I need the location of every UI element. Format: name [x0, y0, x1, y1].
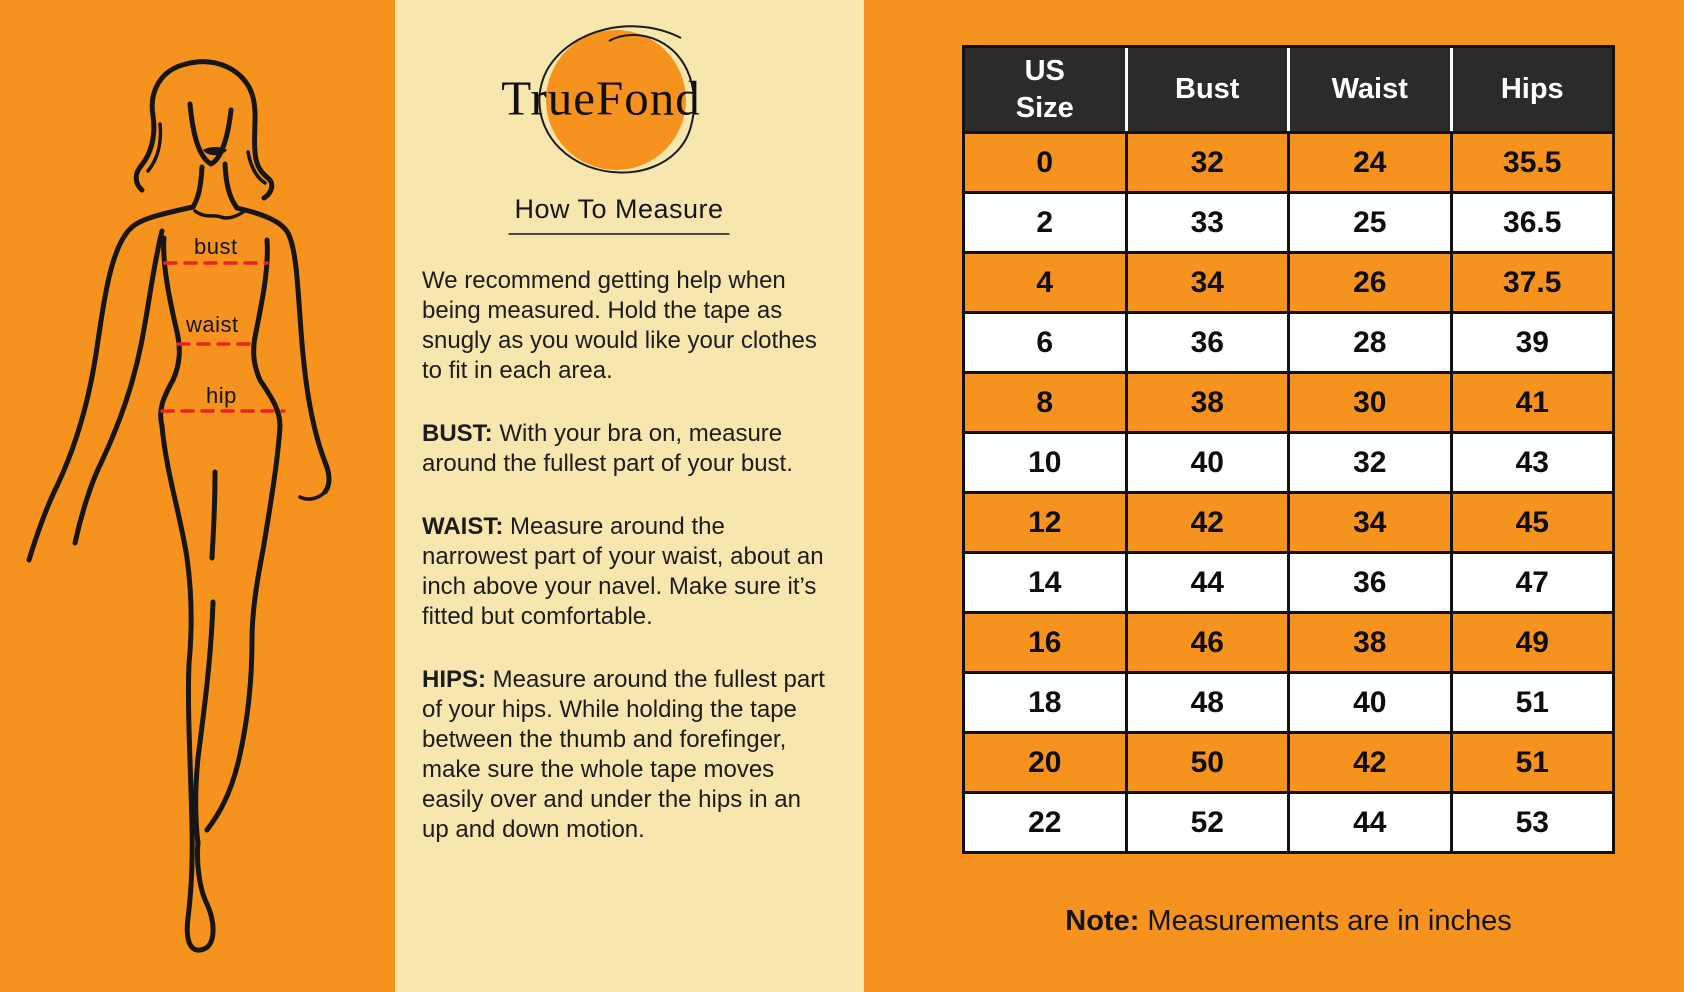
units-note: [962, 905, 1615, 938]
size-cell: 41: [1451, 373, 1614, 433]
size-cell: 50: [1126, 733, 1289, 793]
size-chart: [962, 45, 1615, 854]
size-row: [964, 493, 1614, 553]
note-text: Measurements are in inches: [1139, 905, 1512, 937]
instructions-panel: [395, 0, 864, 992]
bust-paragraph: [422, 419, 826, 479]
header-row: [964, 47, 1614, 133]
size-row: [964, 733, 1614, 793]
size-table-header: [964, 47, 1614, 133]
bust-section-label: BUST:: [422, 420, 493, 447]
waist-section-label: WAIST:: [422, 513, 504, 540]
size-cell: 2: [964, 193, 1127, 253]
note-label: Note:: [1065, 905, 1140, 937]
size-row: [964, 373, 1614, 433]
size-cell: 14: [964, 553, 1127, 613]
size-cell: 51: [1451, 733, 1614, 793]
guide-title: How To Measure: [508, 194, 729, 235]
size-cell: 43: [1451, 433, 1614, 493]
bust-label: bust: [194, 234, 238, 259]
brand-logo: [395, 0, 864, 210]
brand-name: TrueFond: [501, 70, 701, 126]
intro-paragraph: We recommend getting help when being measured. Hold the tape as snugly as you would like your clothes to fit in each area.: [422, 267, 817, 384]
size-cell: 0: [964, 133, 1127, 193]
size-cell: 16: [964, 613, 1127, 673]
waist-paragraph: [422, 512, 826, 632]
size-cell: 47: [1451, 553, 1614, 613]
header-hips: Hips: [1451, 47, 1614, 133]
size-cell: 35.5: [1451, 133, 1614, 193]
size-cell: 51: [1451, 673, 1614, 733]
size-cell: 44: [1126, 553, 1289, 613]
size-cell: 30: [1289, 373, 1452, 433]
size-cell: 48: [1126, 673, 1289, 733]
size-cell: 32: [1289, 433, 1452, 493]
female-figure-illustration: [0, 0, 395, 992]
size-cell: 36.5: [1451, 193, 1614, 253]
header-bust: Bust: [1126, 47, 1289, 133]
size-cell: 36: [1289, 553, 1452, 613]
size-cell: 38: [1289, 613, 1452, 673]
size-row: [964, 133, 1614, 193]
size-cell: 52: [1126, 793, 1289, 853]
figure-panel: [0, 0, 395, 992]
size-cell: 22: [964, 793, 1127, 853]
hip-label: hip: [206, 383, 237, 408]
size-row: [964, 433, 1614, 493]
size-row: [964, 313, 1614, 373]
waist-label: waist: [186, 312, 239, 337]
size-table-body: [964, 133, 1614, 853]
hips-section-label: HIPS:: [422, 666, 487, 693]
waist-section-text: Measure around the narrowest part of your waist, about an inch above your navel. Make sure it’s fitted but comfortable.: [422, 513, 824, 630]
size-cell: 24: [1289, 133, 1452, 193]
size-cell: 28: [1289, 313, 1452, 373]
size-cell: 39: [1451, 313, 1614, 373]
hips-section-text: Measure around the fullest part of your hips. While holding the tape between the thumb and forefinger, make sure the whole tape moves easily over and under the hips in an up and down motion.: [422, 666, 825, 843]
size-cell: 44: [1289, 793, 1452, 853]
size-cell: 38: [1126, 373, 1289, 433]
hips-paragraph: [422, 665, 826, 845]
size-cell: 42: [1289, 733, 1452, 793]
size-cell: 53: [1451, 793, 1614, 853]
size-table: [962, 45, 1615, 854]
size-cell: 20: [964, 733, 1127, 793]
size-cell: 36: [1126, 313, 1289, 373]
size-row: [964, 253, 1614, 313]
size-cell: 32: [1126, 133, 1289, 193]
size-cell: 18: [964, 673, 1127, 733]
size-cell: 26: [1289, 253, 1452, 313]
size-cell: 33: [1126, 193, 1289, 253]
bust-section-text: With your bra on, measure around the fullest part of your bust.: [422, 420, 793, 477]
size-cell: 40: [1289, 673, 1452, 733]
header-waist: Waist: [1289, 47, 1452, 133]
size-row: [964, 673, 1614, 733]
size-row: [964, 793, 1614, 853]
size-cell: 34: [1289, 493, 1452, 553]
size-cell: 6: [964, 313, 1127, 373]
size-row: [964, 193, 1614, 253]
size-row: [964, 613, 1614, 673]
size-cell: 49: [1451, 613, 1614, 673]
size-cell: 37.5: [1451, 253, 1614, 313]
header-us-size: US Size: [964, 47, 1127, 133]
size-cell: 8: [964, 373, 1127, 433]
size-cell: 34: [1126, 253, 1289, 313]
size-row: [964, 553, 1614, 613]
size-cell: 12: [964, 493, 1127, 553]
size-cell: 45: [1451, 493, 1614, 553]
size-cell: 46: [1126, 613, 1289, 673]
size-cell: 10: [964, 433, 1127, 493]
size-cell: 25: [1289, 193, 1452, 253]
size-cell: 42: [1126, 493, 1289, 553]
size-cell: 40: [1126, 433, 1289, 493]
measuring-instructions: [422, 266, 826, 878]
size-cell: 4: [964, 253, 1127, 313]
